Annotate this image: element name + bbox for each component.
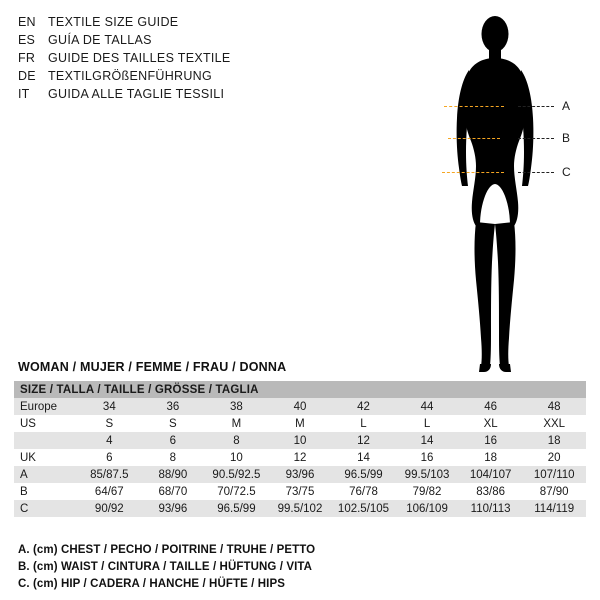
cell: 38 bbox=[205, 398, 269, 415]
row-label bbox=[14, 432, 78, 449]
cell: M bbox=[205, 415, 269, 432]
measure-line-waist bbox=[448, 138, 500, 139]
measure-line-chest bbox=[444, 106, 504, 107]
cell: 18 bbox=[459, 449, 523, 466]
cell: S bbox=[78, 415, 142, 432]
row-label: Europe bbox=[14, 398, 78, 415]
cell: 83/86 bbox=[459, 483, 523, 500]
language-text: GUIDE DES TAILLES TEXTILE bbox=[48, 51, 231, 65]
cell: 85/87.5 bbox=[78, 466, 142, 483]
cell: 70/72.5 bbox=[205, 483, 269, 500]
language-row bbox=[18, 14, 318, 31]
cell: 114/119 bbox=[522, 500, 586, 517]
cell: 93/96 bbox=[141, 500, 205, 517]
cell: 16 bbox=[395, 449, 459, 466]
table-row bbox=[14, 415, 586, 432]
legend-row-waist: B. (cm) WAIST / CINTURA / TAILLE / HÜFTUNG / VITA bbox=[18, 561, 313, 573]
language-code: EN bbox=[18, 15, 36, 29]
cell: 18 bbox=[522, 432, 586, 449]
cell: 99.5/102 bbox=[268, 500, 332, 517]
measure-label-a: A bbox=[562, 99, 571, 113]
cell: 10 bbox=[268, 432, 332, 449]
row-label: UK bbox=[14, 449, 78, 466]
table-header-label: SIZE / TALLA / TAILLE / GRÖSSE / TAGLIA bbox=[14, 381, 586, 398]
language-row bbox=[18, 32, 318, 49]
female-silhouette-icon bbox=[430, 8, 560, 376]
measure-line-hip bbox=[442, 172, 504, 173]
cell: 73/75 bbox=[268, 483, 332, 500]
language-code: DE bbox=[18, 69, 36, 83]
measure-leader-waist bbox=[518, 138, 554, 139]
language-text: TEXTILGRÖßENFÜHRUNG bbox=[48, 69, 213, 83]
legend-row-hip: C. (cm) HIP / CADERA / HANCHE / HÜFTE / HIPS bbox=[18, 578, 286, 590]
cell: 90.5/92.5 bbox=[205, 466, 269, 483]
language-code: IT bbox=[18, 87, 30, 101]
cell: 44 bbox=[395, 398, 459, 415]
cell: 87/90 bbox=[522, 483, 586, 500]
cell: 36 bbox=[141, 398, 205, 415]
cell: 102.5/105 bbox=[332, 500, 396, 517]
cell: 88/90 bbox=[141, 466, 205, 483]
language-list bbox=[18, 14, 318, 104]
cell: L bbox=[332, 415, 396, 432]
cell: 106/109 bbox=[395, 500, 459, 517]
cell: 8 bbox=[141, 449, 205, 466]
cell: XL bbox=[459, 415, 523, 432]
cell: 8 bbox=[205, 432, 269, 449]
table-row bbox=[14, 449, 586, 466]
table-row bbox=[14, 500, 586, 517]
language-text: GUÍA DE TALLAS bbox=[48, 33, 152, 47]
language-row bbox=[18, 50, 318, 67]
cell: 79/82 bbox=[395, 483, 459, 500]
cell: 34 bbox=[78, 398, 142, 415]
table-row bbox=[14, 466, 586, 483]
cell: 99.5/103 bbox=[395, 466, 459, 483]
cell: 64/67 bbox=[78, 483, 142, 500]
cell: 6 bbox=[78, 449, 142, 466]
cell: 48 bbox=[522, 398, 586, 415]
table-row bbox=[14, 398, 586, 415]
cell: 16 bbox=[459, 432, 523, 449]
table-row bbox=[14, 483, 586, 500]
row-label: B bbox=[14, 483, 78, 500]
language-code: ES bbox=[18, 33, 36, 47]
language-text: TEXTILE SIZE GUIDE bbox=[48, 15, 179, 29]
cell: 20 bbox=[522, 449, 586, 466]
measure-leader-chest bbox=[518, 106, 554, 107]
row-label: US bbox=[14, 415, 78, 432]
cell: S bbox=[141, 415, 205, 432]
language-row bbox=[18, 68, 318, 85]
measure-label-c: C bbox=[562, 165, 571, 179]
cell: 12 bbox=[268, 449, 332, 466]
language-text: GUIDA ALLE TAGLIE TESSILI bbox=[48, 87, 225, 101]
cell: 104/107 bbox=[459, 466, 523, 483]
legend-row-chest: A. (cm) CHEST / PECHO / POITRINE / TRUHE / PETTO bbox=[18, 544, 316, 556]
measure-leader-hip bbox=[518, 172, 554, 173]
cell: L bbox=[395, 415, 459, 432]
cell: 14 bbox=[395, 432, 459, 449]
language-code: FR bbox=[18, 51, 36, 65]
row-label: A bbox=[14, 466, 78, 483]
cell: 46 bbox=[459, 398, 523, 415]
cell: 10 bbox=[205, 449, 269, 466]
row-label: C bbox=[14, 500, 78, 517]
language-row bbox=[18, 86, 318, 103]
size-table bbox=[14, 381, 586, 517]
cell: 4 bbox=[78, 432, 142, 449]
cell: 96.5/99 bbox=[332, 466, 396, 483]
cell: 93/96 bbox=[268, 466, 332, 483]
section-title: WOMAN / MUJER / FEMME / FRAU / DONNA bbox=[18, 360, 287, 374]
cell: M bbox=[268, 415, 332, 432]
body-figure bbox=[400, 8, 590, 378]
cell: 110/113 bbox=[459, 500, 523, 517]
cell: XXL bbox=[522, 415, 586, 432]
cell: 96.5/99 bbox=[205, 500, 269, 517]
cell: 14 bbox=[332, 449, 396, 466]
table-header-row bbox=[14, 381, 586, 398]
cell: 12 bbox=[332, 432, 396, 449]
cell: 90/92 bbox=[78, 500, 142, 517]
legend bbox=[18, 542, 578, 593]
cell: 42 bbox=[332, 398, 396, 415]
cell: 6 bbox=[141, 432, 205, 449]
cell: 40 bbox=[268, 398, 332, 415]
table-row bbox=[14, 432, 586, 449]
cell: 76/78 bbox=[332, 483, 396, 500]
measure-label-b: B bbox=[562, 131, 571, 145]
cell: 68/70 bbox=[141, 483, 205, 500]
cell: 107/110 bbox=[522, 466, 586, 483]
